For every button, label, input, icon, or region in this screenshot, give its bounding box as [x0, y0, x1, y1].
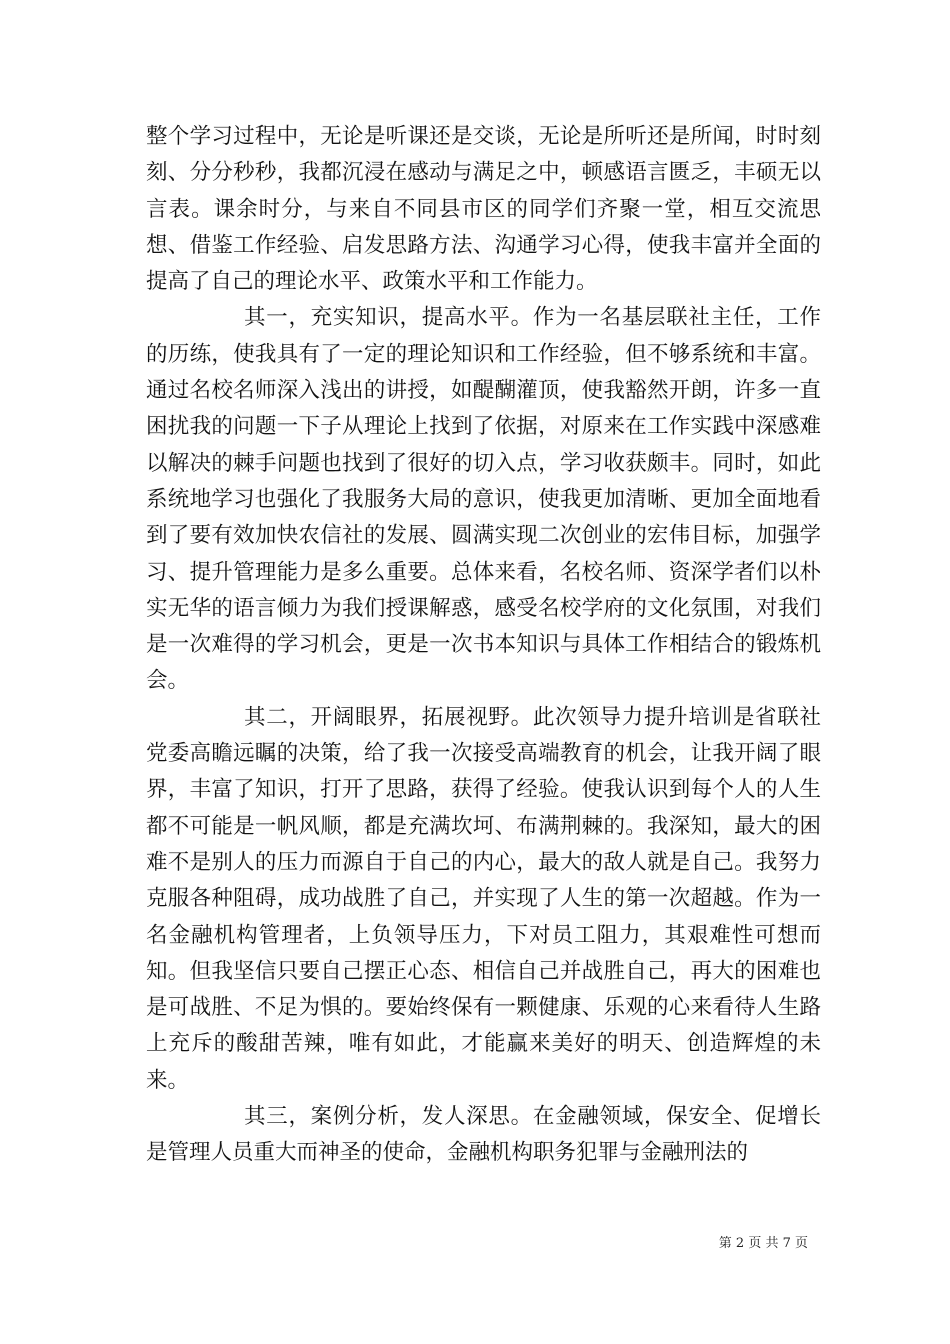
paragraph-point-one: 其一，充实知识，提高水平。作为一名基层联社主任，工作的历练，使我具有了一定的理论知识和工作经验，但不够系统和丰富。通过名校名师深入浅出的讲授，如醍醐灌顶，使我豁然开朗，许多一直困扰我的问题一下子从理论上找到了依据，对原来在工作实践中深感难以解决的棘手问题也找到了很好的切入点，学习收获颇丰。同时，如此系统地学习也强化了我服务大局的意识，使我更加清晰、更加全面地看到了要有效加快农信社的发展、圆满实现二次创业的宏伟目标，加强学习、提升管理能力是多么重要。总体来看，名校名师、资深学者们以朴实无华的语言倾力为我们授课解惑，感受名校学府的文化氛围，对我们是一次难得的学习机会，更是一次书本知识与具体工作相结合的锻炼机会。 [146, 305, 821, 694]
document-body [146, 119, 821, 1172]
paragraph-continued: 整个学习过程中，无论是听课还是交谈，无论是所听还是所闻，时时刻刻、分分秒秒，我都沉浸在感动与满足之中，顿感语言匮乏，丰硕无以言表。课余时分，与来自不同县市区的同学们齐聚一堂，相互交流思想、借鉴工作经验、启发思路方法、沟通学习心得，使我丰富并全面的提高了自己的理论水平、政策水平和工作能力。 [146, 124, 821, 295]
paragraph-point-two: 其二，开阔眼界，拓展视野。此次领导力提升培训是省联社党委高瞻远瞩的决策，给了我一次接受高端教育的机会，让我开阔了眼界，丰富了知识，打开了思路，获得了经验。使我认识到每个人的人生都不可能是一帆风顺，都是充满坎坷、布满荆棘的。我深知，最大的困难不是别人的压力而源自于自己的内心，最大的敌人就是自己。我努力克服各种阻碍，成功战胜了自己，并实现了人生的第一次超越。作为一名金融机构管理者，上负领导压力，下对员工阻力，其艰难性可想而知。但我坚信只要自己摆正心态、相信自己并战胜自己，再大的困难也是可战胜、不足为惧的。要始终保有一颗健康、乐观的心来看待人生路上充斥的酸甜苦辣，唯有如此，才能赢来美好的明天、创造辉煌的未来。 [146, 704, 821, 1093]
page-number-footer: 第 2 页 共 7 页 [718, 1236, 808, 1251]
paragraph-point-three: 其三，案例分析，发人深思。在金融领域，保安全、促增长是管理人员重大而神圣的使命，金融机构职务犯罪与金融刑法的 [146, 1104, 821, 1166]
